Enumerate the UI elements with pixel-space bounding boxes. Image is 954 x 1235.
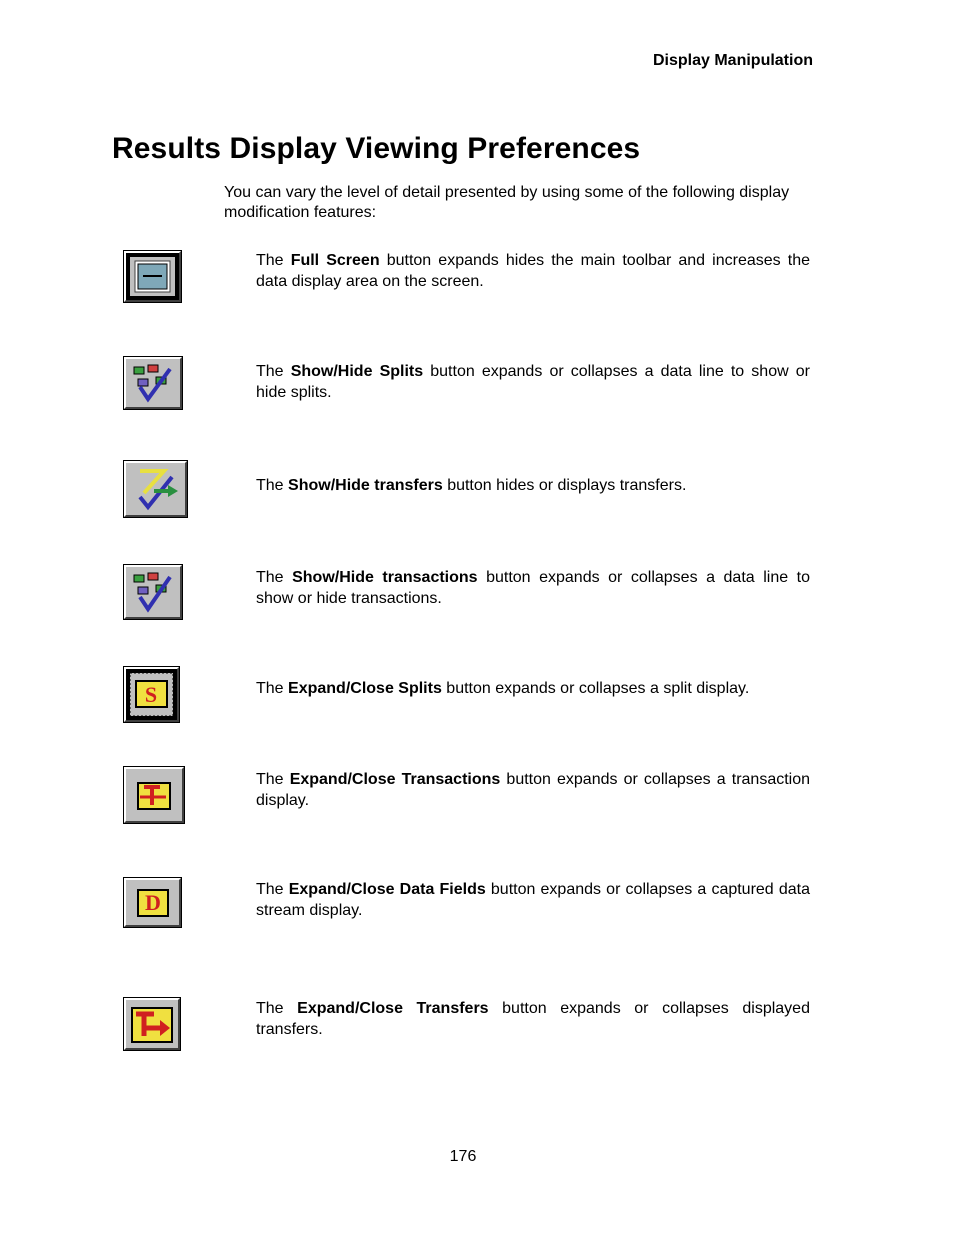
feature-description: The Expand/Close Transactions button expands or collapses a transaction display.	[256, 771, 811, 809]
feature-name: Show/Hide Splits	[290, 363, 424, 380]
feature-name: Expand/Close Transfers	[297, 1000, 489, 1017]
feature-description: The Show/Hide transfers button hides or displays transfers.	[256, 477, 687, 494]
feature-description: The Show/Hide transactions button expands or collapses a data line to show or hide transactions.	[256, 569, 810, 607]
expand-close-transactions-button[interactable]	[124, 767, 184, 823]
intro-paragraph: You can vary the level of detail presented by using some of the following display modification features:	[224, 184, 790, 221]
feature-name: Expand/Close Splits	[288, 680, 442, 697]
expand-close-transactions-icon	[126, 769, 182, 821]
expand-close-data-fields-icon	[126, 880, 179, 925]
show-hide-transfers-button[interactable]	[124, 461, 187, 517]
svg-text:D: D	[145, 890, 161, 915]
feature-description: The Expand/Close Transfers button expands or collapses displayed transfers.	[256, 1000, 810, 1038]
running-header: Display Manipulation	[652, 52, 813, 69]
full-screen-button[interactable]	[124, 251, 181, 302]
svg-text:S: S	[144, 682, 158, 707]
expand-close-transfers-button[interactable]	[124, 998, 180, 1050]
feature-name: Full Screen	[290, 252, 380, 269]
feature-name: Show/Hide transactions	[292, 569, 478, 586]
page-title: Results Display Viewing Preferences	[112, 132, 641, 165]
feature-name: Show/Hide transfers	[288, 477, 443, 494]
page-number: 176	[449, 1148, 477, 1165]
feature-description: The Show/Hide Splits button expands or collapses a data line to show or hide splits.	[256, 363, 810, 401]
feature-description: The Expand/Close Splits button expands or collapses a split display.	[256, 680, 750, 697]
feature-name: Expand/Close Data Fields	[288, 881, 486, 898]
show-hide-splits-button[interactable]	[124, 357, 182, 409]
expand-close-splits-button[interactable]	[124, 667, 179, 722]
show-hide-transactions-icon	[126, 567, 180, 617]
show-hide-transfers-icon	[126, 463, 185, 515]
expand-close-transfers-icon	[126, 1000, 178, 1048]
full-screen-icon	[126, 253, 179, 300]
feature-description: The Expand/Close Data Fields button expands or collapses a captured data stream display.	[256, 881, 810, 919]
show-hide-transactions-button[interactable]	[124, 565, 182, 619]
expand-close-data-fields-button[interactable]	[124, 878, 181, 927]
expand-close-splits-icon	[126, 669, 177, 720]
feature-description: The Full Screen button expands hides the main toolbar and increases the data display area on the screen.	[256, 252, 810, 290]
show-hide-splits-icon	[126, 359, 180, 407]
feature-name: Expand/Close Transactions	[289, 771, 501, 788]
